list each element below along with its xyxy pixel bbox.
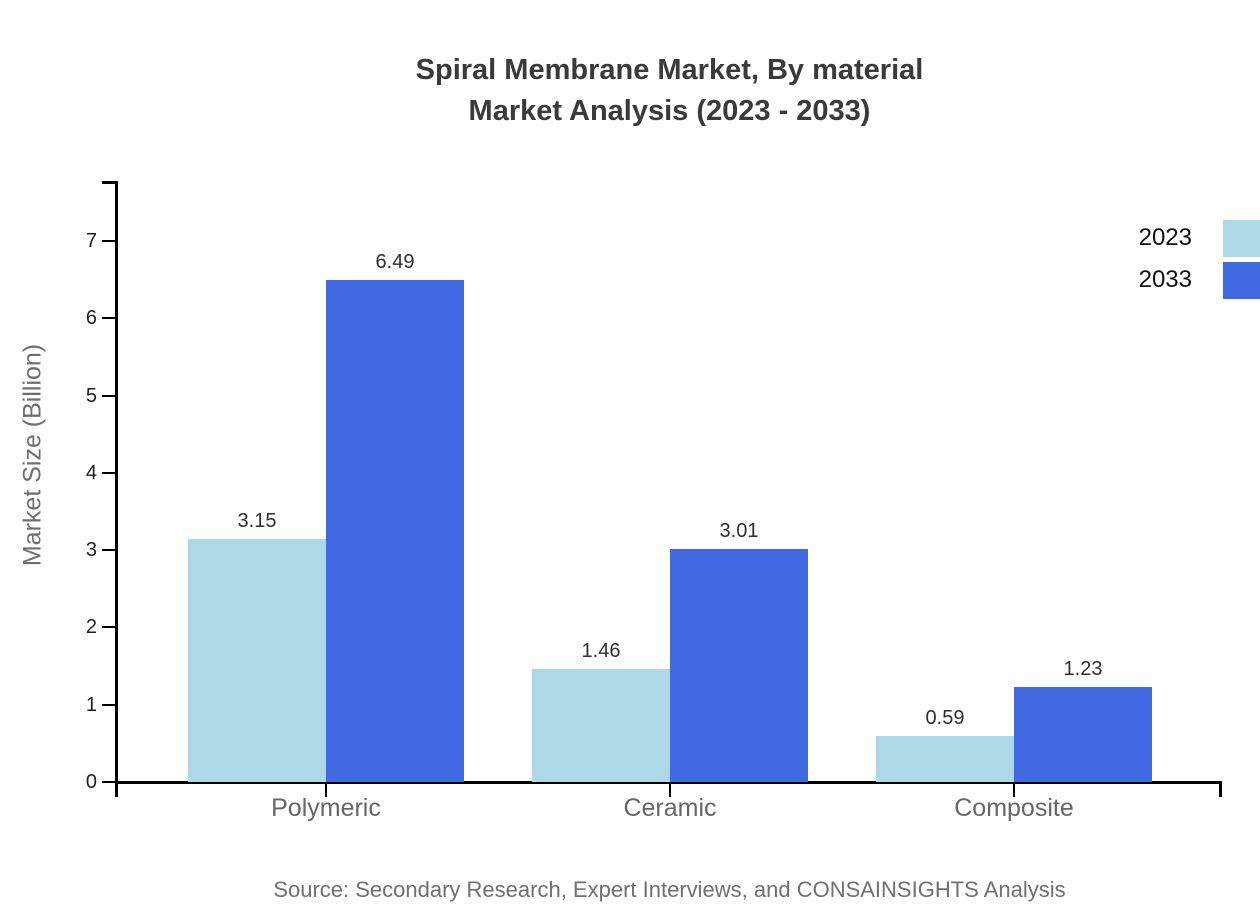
category-label: Polymeric [271, 794, 381, 822]
bar-value-label: 1.46 [581, 640, 621, 662]
bar-value-label: 0.59 [925, 707, 965, 729]
category-label: Ceramic [623, 794, 717, 822]
bar-value-label: 1.23 [1063, 658, 1103, 680]
bar-value-label: 3.01 [719, 520, 759, 542]
y-tick-label: 2 [85, 616, 97, 639]
source-note: Source: Secondary Research, Expert Interviews, and CONSAINSIGHTS Analysis [273, 877, 1066, 902]
y-tick-label: 7 [85, 229, 97, 252]
y-axis-title: Market Size (Billion) [18, 343, 47, 567]
y-tick-label: 6 [85, 307, 97, 330]
y-tick-label: 3 [85, 539, 97, 562]
category-label: Composite [954, 794, 1074, 822]
bar-value-label: 6.49 [375, 251, 415, 273]
legend-swatch [1223, 220, 1260, 257]
y-tick-label: 5 [85, 384, 97, 407]
y-tick-label: 0 [85, 771, 97, 793]
chart-title-line1: Spiral Membrane Market, By material [415, 54, 924, 86]
legend-label: 2033 [1138, 266, 1192, 293]
y-tick-label: 4 [85, 461, 97, 484]
y-tick-label: 1 [85, 693, 97, 716]
chart-title-line2: Market Analysis (2023 - 2033) [468, 95, 871, 127]
legend-label: 2023 [1138, 224, 1192, 251]
bar-value-label: 3.15 [237, 510, 277, 532]
legend-swatch [1223, 262, 1260, 299]
